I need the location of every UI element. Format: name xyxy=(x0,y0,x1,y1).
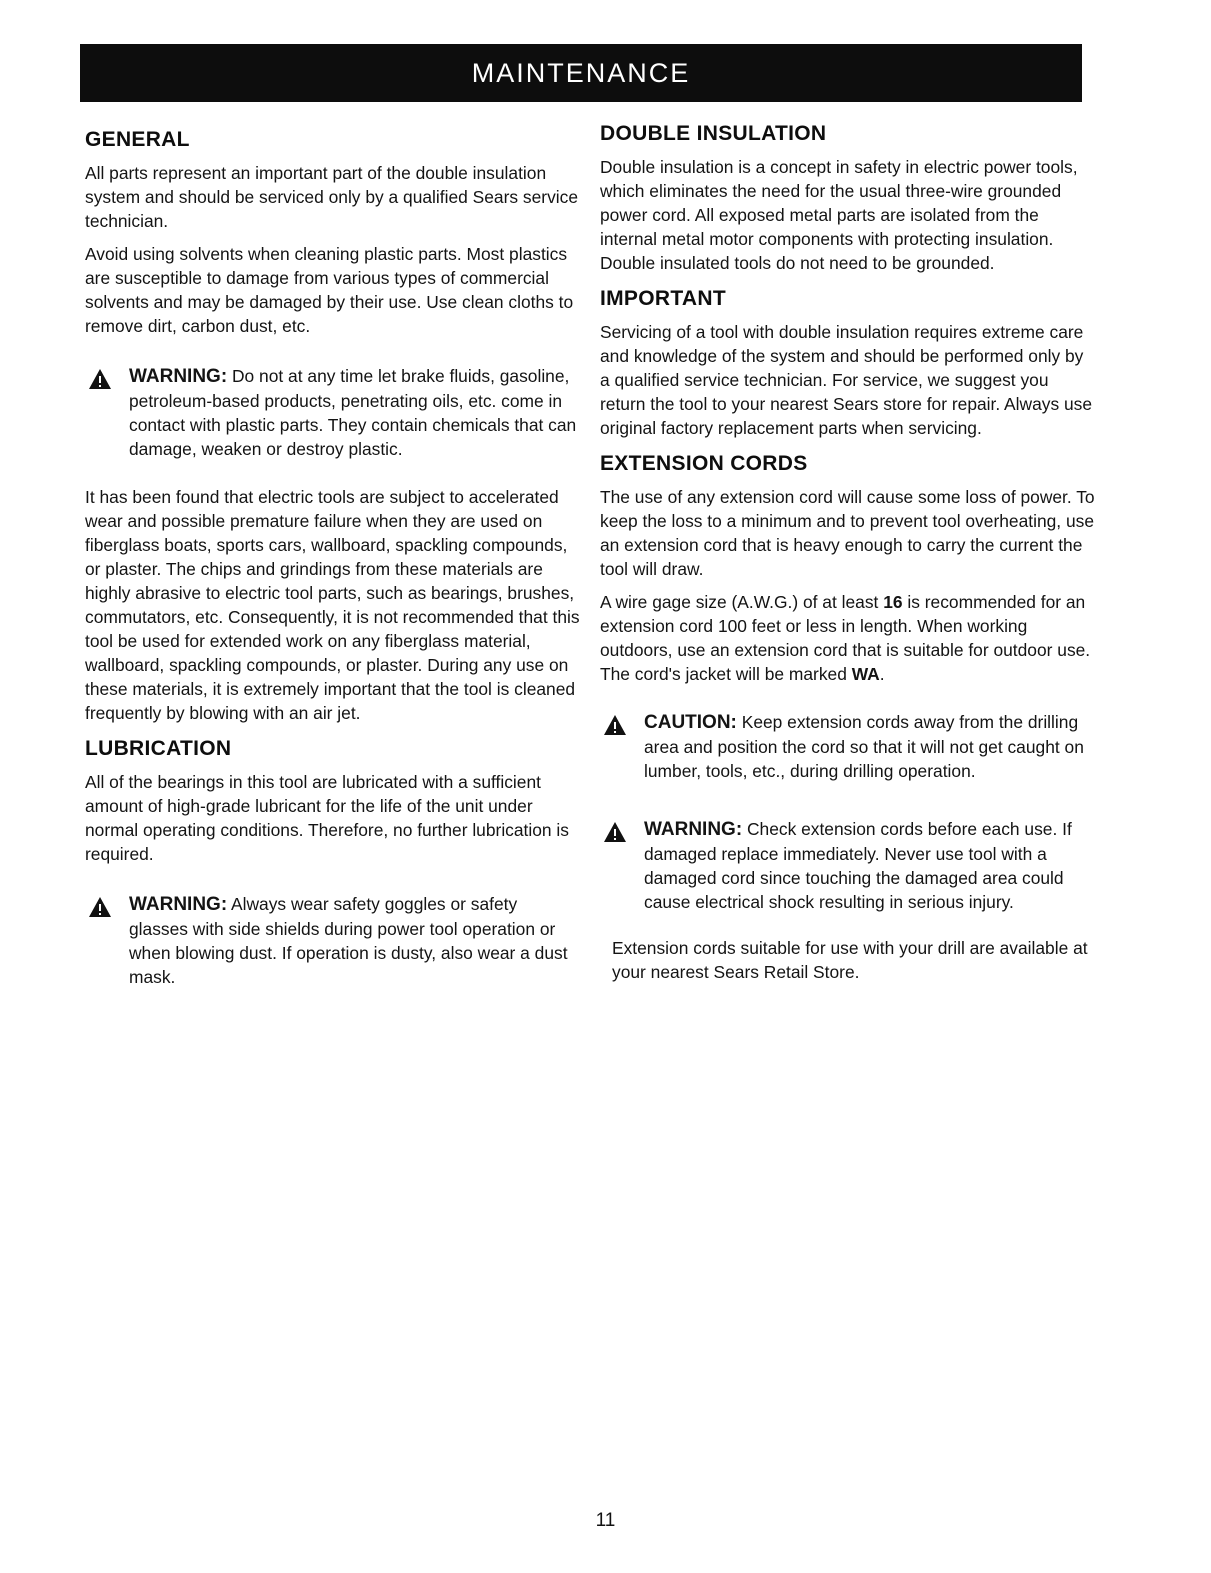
lubrication-heading: LUBRICATION xyxy=(85,737,232,760)
warning-text: Always wear safety goggles or safety glasses with side shields during power tool operation or when blowing dust. If operation is dusty, also wear a dust mask. xyxy=(129,894,568,987)
important-paragraph: Servicing of a tool with double insulation requires extreme care and knowledge of the system and should be performed only by a qualified service technician. For service, we suggest you return the tool to your nearest Sears store for repair. Always use original factory replacement parts when servicing. xyxy=(600,322,1093,438)
warning-text: Check extension cords before each use. If damaged replace immediately. Never use tool with a damaged cord since touching the damaged area could cause electrical shock resulting in serious injury. xyxy=(644,819,1072,912)
section-header xyxy=(80,44,1082,102)
warning-triangle-icon xyxy=(603,821,627,843)
jacket-marking: WA xyxy=(851,664,880,684)
double-insulation-heading: DOUBLE INSULATION xyxy=(600,122,827,145)
warning-triangle-icon xyxy=(88,896,112,918)
warning-plastic-parts xyxy=(85,364,580,461)
extension-cords-heading: EXTENSION CORDS xyxy=(600,452,808,475)
right-column xyxy=(600,122,1095,993)
warning-text: Do not at any time let brake fluids, gasoline, petroleum-based products, penetrating oils, etc. come in contact with plastic parts. They contain chemicals that can damage, weaken or destroy plastic. xyxy=(129,366,577,459)
section-title: MAINTENANCE xyxy=(471,57,691,88)
caution-text: Keep extension cords away from the drilling area and position the cord so that it will not get caught on lumber, tools, etc., during drilling operation. xyxy=(644,712,1084,781)
double-insulation-paragraph: Double insulation is a concept in safety in electric power tools, which eliminates the need for the usual three-wire grounded power cord. All exposed metal parts are isolated from the internal metal motor components with protecting insulation. Double insulated tools do not need to be grounded. xyxy=(600,157,1078,273)
warning-damaged-cords xyxy=(600,817,1095,914)
warning-label: WARNING: xyxy=(129,894,228,915)
closing-paragraph: Extension cords suitable for use with your drill are available at your nearest Sears Retail Store. xyxy=(612,938,1088,982)
caution-extension-cords xyxy=(600,710,1095,783)
warning-triangle-icon xyxy=(88,368,112,390)
general-paragraph-1: All parts represent an important part of the double insulation system and should be serviced only by a qualified Sears service technician. xyxy=(85,163,578,231)
left-column xyxy=(85,128,580,1012)
page-number: 11 xyxy=(595,1510,616,1531)
fiberglass-paragraph: It has been found that electric tools are subject to accelerated wear and possible premature failure when they are used on fiberglass boats, sports cars, wallboard, spackling compounds, or plaster. The chips and grindings from these materials are highly abrasive to electric tool parts, such as bearings, brushes, commutators, etc. Consequently, it is not recommended that this tool be used for extended work on any fiberglass material, wallboard, spackling compounds, or plaster. During any use on these materials, it is extremely important that the tool is cleaned frequently by blowing with an air jet. xyxy=(85,487,580,723)
important-heading: IMPORTANT xyxy=(600,287,726,310)
sentence-end: . xyxy=(879,664,885,684)
wire-gage-text: A wire gage size (A.W.G.) of at least xyxy=(600,592,884,612)
warning-label: WARNING: xyxy=(129,366,228,387)
extension-length-text: is recommended for an extension cord 100 feet or less in length. When working outdoors, use an extension cord that is suitable for outdoor use. The cord's jacket will be marked xyxy=(600,592,1091,684)
caution-label: CAUTION: xyxy=(644,712,737,733)
general-paragraph-2: Avoid using solvents when cleaning plastic parts. Most plastics are susceptible to damage from various types of commercial solvents and may be damaged by their use. Use clean cloths to remove dirt, carbon dust, etc. xyxy=(85,244,574,336)
extension-cords-paragraph-1: The use of any extension cord will cause some loss of power. To keep the loss to a minimum and to prevent tool overheating, use an extension cord that is heavy enough to carry the current the tool will draw. xyxy=(600,487,1095,579)
extension-cords-paragraph-2 xyxy=(600,590,1095,686)
warning-safety-goggles xyxy=(85,892,580,989)
warning-triangle-icon xyxy=(603,714,627,736)
warning-label: WARNING: xyxy=(644,819,743,840)
lubrication-paragraph: All of the bearings in this tool are lubricated with a sufficient amount of high-grade lubricant for the life of the unit under normal operating conditions. Therefore, no further lubrication is required. xyxy=(85,772,569,864)
general-heading: GENERAL xyxy=(85,128,190,151)
wire-gage-value: 16 xyxy=(883,592,903,612)
